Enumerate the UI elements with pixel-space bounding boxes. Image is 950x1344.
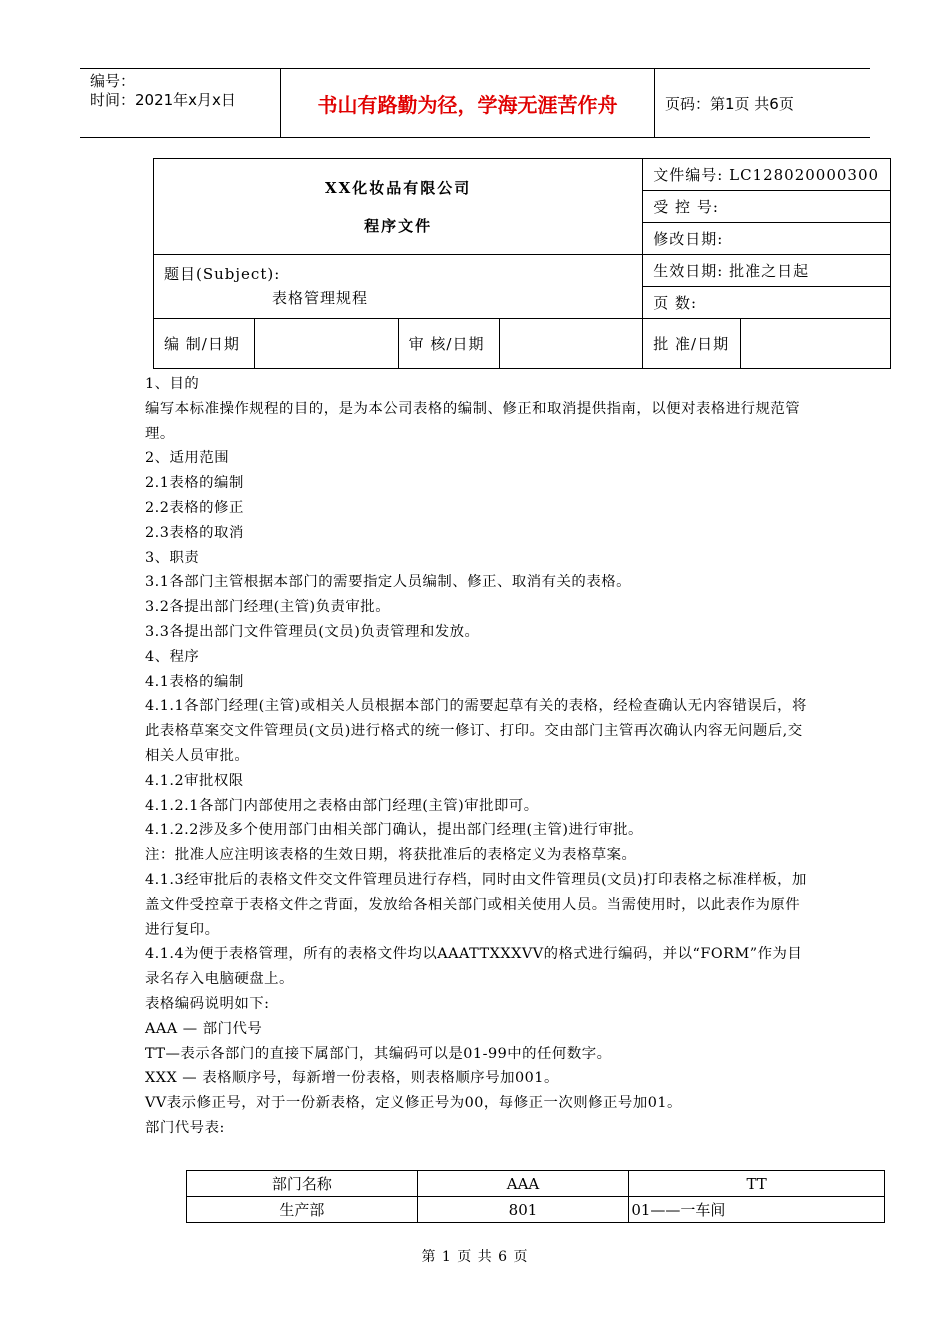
doc-type: 程序文件 [364, 216, 433, 235]
subject-title: 表格管理规程 [272, 289, 369, 307]
dept-header-tt: TT [629, 1171, 885, 1197]
body-line: 2.3表格的取消 [145, 524, 244, 541]
dept-cell: 01——一车间 [629, 1197, 885, 1223]
time-label: 时间：2021年x月x日 [90, 91, 236, 109]
approved-label: 批 准/日期 [643, 319, 740, 369]
page-info: 页码：第1页 共6页 [665, 94, 794, 113]
header-info [80, 69, 281, 137]
body-text [145, 372, 813, 1141]
table-row [187, 1197, 885, 1223]
dept-cell: 801 [417, 1197, 629, 1223]
body-line: 4、程序 [145, 648, 200, 665]
subject-label: 题目(Subject): [164, 265, 281, 283]
body-line: 3.3各提出部门文件管理员(文员)负责管理和发放。 [145, 623, 480, 640]
approved-value [740, 319, 890, 369]
body-line: 3.1各部门主管根据本部门的需要指定人员编制、修正、取消有关的表格。 [145, 574, 631, 591]
body-line: 4.1.2.2涉及多个使用部门由相关部门确认，提出部门经理(主管)进行审批。 [145, 822, 643, 839]
body-line: 3、职责 [145, 549, 200, 566]
file-no: 文件编号: LC128020000300 [643, 159, 891, 191]
company-name: XX化妆品有限公司 [325, 178, 472, 197]
dept-header-name: 部门名称 [187, 1171, 418, 1197]
body-line: 3.2各提出部门经理(主管)负责审批。 [145, 599, 391, 616]
body-line: 4.1.4为便于表格管理，所有的表格文件均以AAATTXXXVV的格式进行编码，并以“FORM”作为目录名存入电脑硬盘上。 [145, 946, 803, 988]
body-line: 编写本标准操作规程的目的，是为本公司表格的编制、修正和取消提供指南，以便对表格进行规范管理。 [145, 400, 801, 442]
body-line: 注：批准人应注明该表格的生效日期，将获批准后的表格定义为表格草案。 [145, 847, 637, 864]
page-footer: 第 1 页 共 6 页 [421, 1249, 529, 1265]
pages-count: 页 数: [643, 287, 891, 319]
number-label: 编号： [90, 72, 136, 90]
body-line: 4.1表格的编制 [145, 673, 244, 690]
revise-date: 修改日期: [643, 223, 891, 255]
body-line: 2、适用范围 [145, 450, 230, 467]
prepared-label: 编 制/日期 [154, 319, 255, 369]
body-line: 部门代号表: [145, 1119, 225, 1136]
dept-header-aaa: AAA [417, 1171, 629, 1197]
body-line: 2.1表格的编制 [145, 475, 244, 492]
body-line: 表格编码说明如下: [145, 995, 270, 1012]
motto: 书山有路勤为径，学海无涯苦作舟 [281, 69, 655, 137]
effective-date: 生效日期: 批准之日起 [643, 255, 891, 287]
company-cell [154, 159, 643, 255]
body-line: 4.1.2.1各部门内部使用之表格由部门经理(主管)审批即可。 [145, 797, 539, 814]
control-no: 受 控 号: [643, 191, 891, 223]
subject-cell [154, 255, 643, 319]
body-line: XXX — 表格顺序号，每新增一份表格，则表格顺序号加001。 [145, 1070, 559, 1087]
body-line: AAA — 部门代号 [145, 1020, 263, 1037]
dept-cell: 生产部 [187, 1197, 418, 1223]
body-line: TT—表示各部门的直接下属部门，其编码可以是01-99中的任何数字。 [145, 1045, 612, 1062]
document-header-table [153, 158, 891, 369]
department-code-table [186, 1170, 885, 1223]
reviewed-label: 审 核/日期 [398, 319, 499, 369]
reviewed-value [499, 319, 642, 369]
body-line: 4.1.2审批权限 [145, 772, 244, 789]
body-line: VV表示修正号，对于一份新表格，定义修正号为00，每修正一次则修正号加01。 [145, 1095, 682, 1112]
body-line: 4.1.3经审批后的表格文件交文件管理员进行存档，同时由文件管理员(文员)打印表格之标准样板，加盖文件受控章于表格文件之背面，发放给各相关部门或相关使用人员。当需使用时，以此表作为原件进行复印。 [145, 871, 807, 938]
body-line: 1、目的 [145, 376, 200, 392]
body-line: 2.2表格的修正 [145, 499, 244, 516]
prepared-value [255, 319, 398, 369]
body-line: 4.1.1各部门经理(主管)或相关人员根据本部门的需要起草有关的表格，经检查确认无内容错误后，将此表格草案交文件管理员(文员)进行格式的统一修订、打印。交由部门主管再次确认内容无问题后,交相关人员审批。 [145, 698, 807, 764]
top-header [80, 68, 870, 138]
